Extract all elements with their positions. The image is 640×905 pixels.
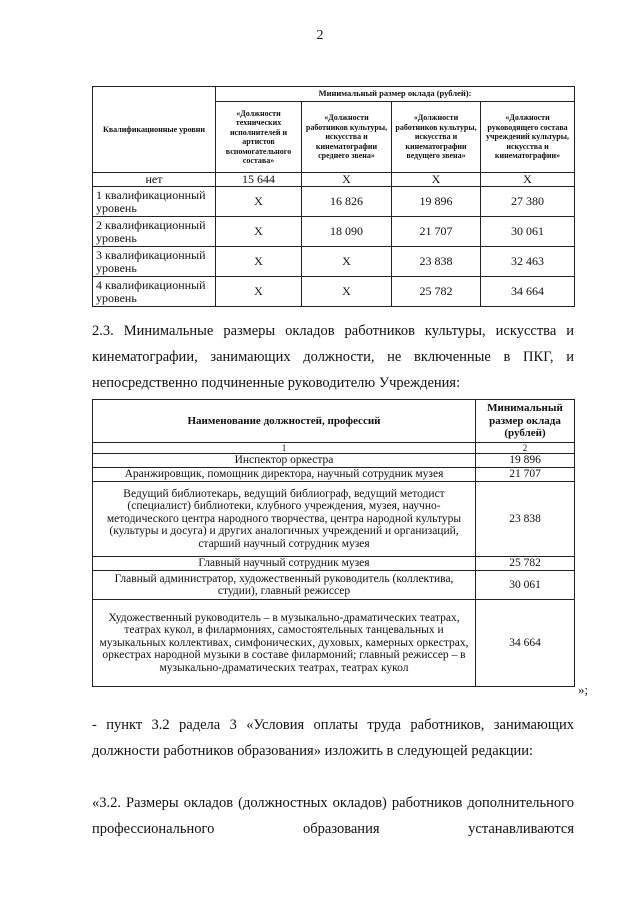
value-cell: Х: [302, 247, 392, 277]
table-row: [93, 277, 575, 307]
table-row: [93, 468, 575, 482]
table-row: [93, 557, 575, 571]
column-header: «Должности технических исполнителей и артистов вспомогательного состава»: [216, 102, 302, 173]
value-cell: 27 380: [481, 187, 575, 217]
positions-table: [92, 399, 575, 687]
positions-header: Наименование должностей, профессий: [93, 400, 476, 443]
value-cell: 34 664: [481, 277, 575, 307]
value-cell: 15 644: [216, 173, 302, 187]
value-cell: 30 061: [481, 217, 575, 247]
paragraph-2-3: 2.3. Минимальные размеры окладов работников культуры, искусства и кинематографии, занимающих должности, не включенные в ПКГ, и непосредственно подчиненные руководителю Учреждения:: [92, 323, 574, 391]
level-cell: 3 квалификационный уровень: [93, 247, 216, 277]
position-cell: Главный администратор, художественный руководитель (коллектива, студии), главный режиссер: [93, 571, 476, 600]
level-cell: 1 квалификационный уровень: [93, 187, 216, 217]
value-cell: Х: [302, 277, 392, 307]
value-cell: 21 707: [392, 217, 481, 247]
page-number: 2: [316, 28, 324, 43]
value-cell: 16 826: [302, 187, 392, 217]
table-row: [93, 571, 575, 600]
value-cell: 23 838: [392, 247, 481, 277]
value-cell: Х: [216, 217, 302, 247]
position-cell: Главный научный сотрудник музея: [93, 557, 476, 571]
value-cell: Х: [216, 187, 302, 217]
position-cell: Художественный руководитель – в музыкально-драматических театрах, театрах кукол, в филармониях, самостоятельных танцевальных и музыкальных коллективах, симфонических, духовых, камерных оркестрах, оркестрах народной музыки в составе филармоний; главный режиссер – в музыкально-драматических театрах, театрах кукол: [93, 600, 476, 687]
salary-cell: 23 838: [476, 482, 575, 557]
value-cell: Х: [216, 277, 302, 307]
salary-cell: 25 782: [476, 557, 575, 571]
level-cell: 2 квалификационный уровень: [93, 217, 216, 247]
salary-super-header: Минимальный размер оклада (рублей):: [216, 87, 575, 102]
level-cell: нет: [93, 173, 216, 187]
table-row: [93, 217, 575, 247]
column-header: «Должности руководящего состава учреждений культуры, искусства и кинематографии»: [481, 102, 575, 173]
table-row: [93, 454, 575, 468]
paragraph-3-2-intro: - пункт 3.2 радела 3 «Условия оплаты труда работников, занимающих должности работников образования» изложить в следующей редакции:: [92, 717, 574, 759]
value-cell: Х: [216, 247, 302, 277]
position-cell: Инспектор оркестра: [93, 454, 476, 468]
table-row: [93, 173, 575, 187]
column-header: «Должности работников культуры, искусства и кинематографии среднего звена»: [302, 102, 392, 173]
position-cell: Ведущий библиотекарь, ведущий библиограф, ведущий методист (специалист) библиотеки, клубного учреждения, музея, научно-методического центра народного творчества, центра народной культуры (культуры и досуга) и других аналогичных учреждений и организаций, старший научный сотрудник музея: [93, 482, 476, 557]
column-header: «Должности работников культуры, искусства и кинематографии ведущего звена»: [392, 102, 481, 173]
salary-cell: 21 707: [476, 468, 575, 482]
value-cell: 18 090: [302, 217, 392, 247]
salary-header: Минимальный размер оклада (рублей): [476, 400, 575, 443]
paragraph-3-2-text: «3.2. Размеры окладов (должностных окладов) работников дополнительного профессионального образования устанавливаются: [92, 795, 574, 837]
value-cell: Х: [302, 173, 392, 187]
value-cell: 32 463: [481, 247, 575, 277]
salary-cell: 30 061: [476, 571, 575, 600]
table-row: [93, 247, 575, 277]
table-row: [93, 482, 575, 557]
salary-cell: 34 664: [476, 600, 575, 687]
table-row: [93, 600, 575, 687]
table-row: [93, 187, 575, 217]
closing-quote-mark: »;: [578, 682, 589, 697]
levels-header: Квалификационные уровни: [93, 87, 216, 173]
value-cell: 25 782: [392, 277, 481, 307]
salary-cell: 19 896: [476, 454, 575, 468]
position-cell: Аранжировщик, помощник директора, научный сотрудник музея: [93, 468, 476, 482]
value-cell: 19 896: [392, 187, 481, 217]
level-cell: 4 квалификационный уровень: [93, 277, 216, 307]
value-cell: Х: [392, 173, 481, 187]
salary-levels-table: [92, 86, 575, 307]
column-index: 2: [476, 443, 575, 454]
column-index: 1: [93, 443, 476, 454]
value-cell: Х: [481, 173, 575, 187]
